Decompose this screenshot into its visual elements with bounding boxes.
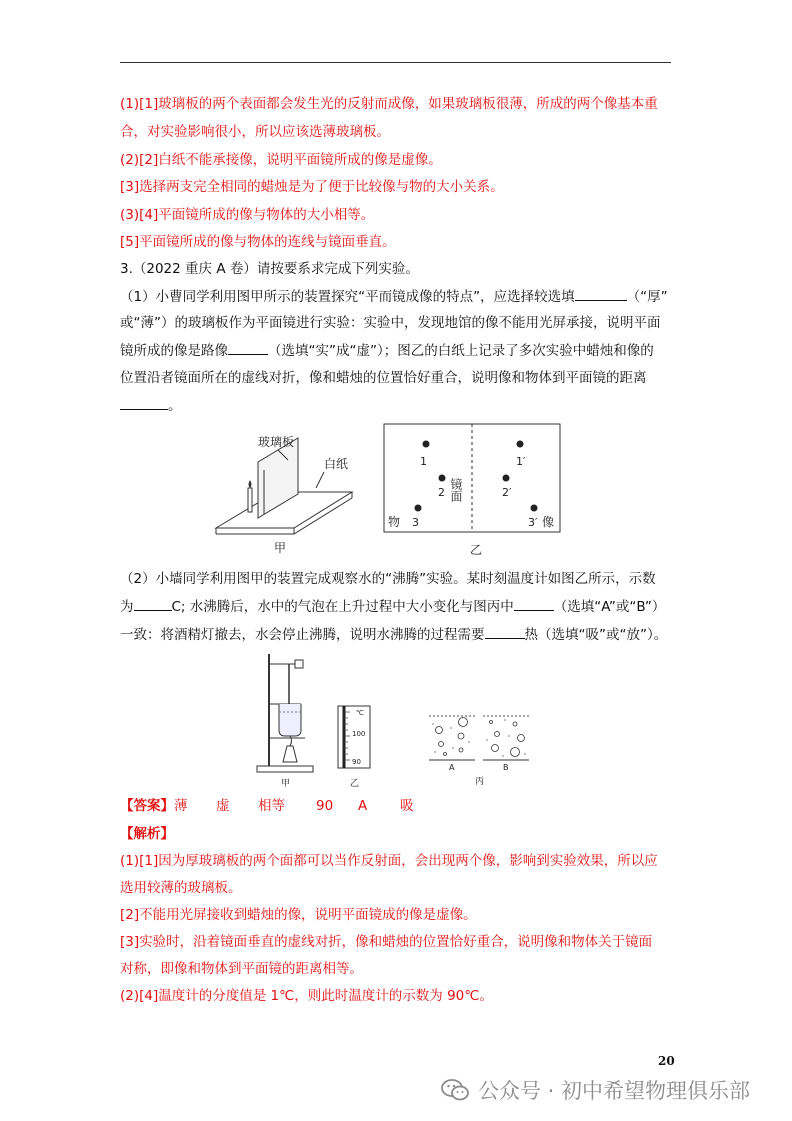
analysis-line: (1)[1]因为厚玻璃板的两个面都可以当作反射面，会出现两个像，影响到实验效果，所以应	[120, 853, 658, 869]
question-line: 一致：将酒精灯撤去，水会停止沸腾，说明水沸腾的过程需要 热（选填“吸”或“放”）。	[120, 624, 667, 645]
answer-blank[interactable]	[120, 395, 168, 410]
beaker-a-label: A	[449, 763, 455, 772]
answer-value: 相等	[258, 798, 285, 814]
image-label: 2′	[502, 486, 512, 499]
caption-jia: 甲	[274, 541, 287, 555]
answer-value: A	[358, 798, 368, 814]
text-line: [3]选择两支完全相同的蜡烛是为了便于比较像与物的大小关系。	[120, 179, 504, 195]
answer-value: 薄	[174, 798, 188, 814]
object-point	[439, 475, 446, 482]
point-label: 2	[438, 486, 445, 499]
question-line: 位置沿者镜面所在的虚线对折，像和蜡烛的位置恰好重合，说明像和物体到平面镜的距离	[120, 370, 647, 386]
text-line: (3)[4]平面镜所成的像与物体的大小相等。	[120, 207, 375, 223]
caption-yi: 乙	[350, 779, 360, 789]
image-point	[531, 505, 538, 512]
glass-label: 玻璃板	[258, 435, 295, 449]
image-label: 3′	[528, 516, 538, 529]
text-line: 合，对实验影响很小，所以应该选薄玻璃板。	[120, 124, 390, 140]
thermo-tick-100: 100	[352, 730, 366, 738]
wechat-icon	[440, 1077, 470, 1103]
question-line: 镜所成的像是路像 （选填“实”成“虚”）；图乙的白纸上记录了多次实验中蜡烛和像的	[120, 340, 654, 361]
question-line: （2）小墙同学利用图甲的装置完成观察水的“沸腾”实验。某时刻温度计如图乙所示，示数	[120, 571, 656, 587]
caption-jia: 甲	[281, 779, 291, 789]
point-label: 3	[412, 516, 419, 529]
analysis-line: [3]实验时，沿着镜面垂直的虚线对折，像和蜡烛的位置恰好重合，说明像和物体关于镜面	[120, 934, 653, 950]
answer-blank[interactable]	[228, 340, 268, 355]
boiling-apparatus-figure	[255, 650, 321, 790]
image-point	[517, 441, 524, 448]
bubbles-figure	[425, 708, 535, 788]
analysis-line: 选用较薄的玻璃板。	[120, 880, 242, 896]
question-line: （1）小曹同学利用图甲所示的装置探究“平而镜成像的特点”，应选择较选填 （“厚”	[120, 286, 668, 307]
question-line: 为 C; 水沸腾后，水中的气泡在上升过程中大小变化与图丙中 （选填“A”或“B”）	[120, 596, 665, 617]
object-point	[415, 505, 422, 512]
watermark-text: 公众号 · 初中希望物理俱乐部	[478, 1079, 751, 1103]
page-number: 20	[658, 1054, 675, 1068]
question-title: 3.（2022 重庆 A 卷）请按要系求完成下列实验。	[120, 261, 419, 277]
image-label: 1′	[516, 455, 526, 468]
caption-yi: 乙	[470, 543, 483, 557]
text-line: (1)[1]玻璃板的两个表面都会发生光的反射而成像，如果玻璃板很薄，所成的两个像基本重	[120, 96, 658, 112]
paper-label: 白纸	[324, 457, 349, 471]
paper-record-figure	[380, 422, 566, 560]
beaker-b-label: B	[503, 763, 509, 772]
answer-value: 虚	[216, 798, 230, 814]
caption-bing: 丙	[475, 777, 485, 787]
question-line: 。	[120, 395, 182, 416]
thermo-unit: ℃	[356, 709, 364, 717]
image-side-label: 像	[542, 515, 555, 529]
object-label: 物	[388, 515, 401, 529]
answer-label: 【答案】	[120, 798, 174, 814]
answer-blank[interactable]	[134, 596, 172, 611]
text-line: (2)[2]白纸不能承接像，说明平面镜所成的像是虚像。	[120, 152, 442, 168]
header-rule	[120, 62, 671, 63]
answer-line	[120, 796, 430, 816]
analysis-line: (2)[4]温度计的分度值是 1℃，则此时温度计的示数为 90℃。	[120, 988, 493, 1004]
thermo-tick-90: 90	[352, 758, 361, 766]
analysis-label: 【解析】	[120, 826, 174, 842]
answer-blank[interactable]	[575, 286, 627, 301]
answer-blank[interactable]	[514, 596, 554, 611]
watermark	[440, 1074, 780, 1106]
point-label: 1	[420, 455, 427, 468]
text-line: [5]平面镜所成的像与物体的连线与镜面垂直。	[120, 234, 396, 250]
analysis-line: 对称，即像和物体到平面镜的距离相等。	[120, 961, 363, 977]
thermometer-figure	[334, 702, 374, 792]
question-line: 或“薄”）的玻璃板作为平面镜进行实验：实验中，发现地馆的像不能用光屏承接，说明平面	[120, 315, 661, 331]
answer-value: 90	[316, 798, 334, 814]
mirror-apparatus-figure	[212, 428, 360, 556]
object-point	[423, 441, 430, 448]
image-point	[503, 475, 510, 482]
analysis-line: [2]不能用光屏接收到蜡烛的像，说明平面镜成的像是虚像。	[120, 907, 477, 923]
answer-blank[interactable]	[485, 624, 525, 639]
mirror-label: 镜面	[449, 478, 463, 502]
answer-value: 吸	[400, 798, 414, 814]
